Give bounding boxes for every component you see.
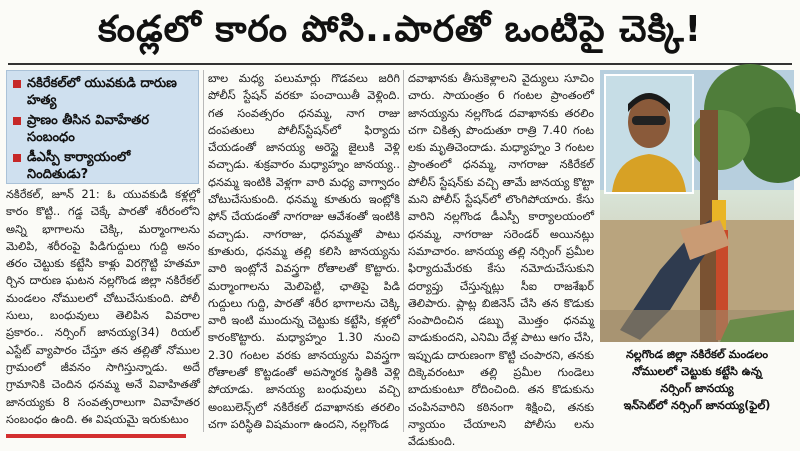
highlight-text: ప్రాణం తీసిన వివాహేతర సంబంధం xyxy=(27,113,150,145)
highlight-text: డీఎస్పీ కార్యాయంలో నిందితుడు? xyxy=(27,150,131,182)
column-divider xyxy=(203,70,204,432)
highlight-text: నకిరేకల్‌లో యువకుడి దారుణ హత్య xyxy=(27,76,177,108)
bullet-square-icon xyxy=(13,80,21,88)
bullet-square-icon xyxy=(13,117,21,125)
highlight-item xyxy=(13,112,192,146)
photo-caption xyxy=(600,346,794,414)
article-column-1: నకిరేకల్‌, జూన్‌ 21: ఓ యువకుడి కళ్లల్లో కారం కొట్టి.. గడ్డ చెక్కే పారతో శరీరంలోని అన్ని భాగాలను చెక్కి, మర్మాంగాలను మెలిపి, శరీరంపై పిడిగుద్దులు గుద్ది అనం తరం చెట్టుకు కట్టేసి కాళ్లు విరగ్గొట్టి హతమా ర్చిన దారుణ ఘటన నల్లగొండ జిల్లా నకిరేకల్‌ మండలం నోములలో చోటుచేసుకుంది. పోలీ సులు, బంధువులు తెలిపిన వివరాల ప్రకారం.. నర్సింగ్‌ జానయ్య(34) రియల్‌ ఎస్టేట్‌ వ్యాపారం చేస్తూ తన తల్లితో నోముల గ్రామంలో జీవనం సాగిస్తున్నాడు. అదే గ్రామానికి చెందిన ధనమ్మ అనే వివాహితతో జానయ్యకు 8 సంవత్సరాలుగా వివాహేతర సంబంధం ఉంది. ఈ విషయమై ఇరుకుటుం xyxy=(6,188,200,426)
accent-rule xyxy=(6,434,186,438)
caption-line: నల్లగొండ జిల్లా నకిరేకల్‌ మండలం xyxy=(625,348,769,361)
article-column-2: బాల మధ్య పలుమార్లు గొడవలు జరిగి పోలీస్‌ స్టేషన్‌ వరకూ పంచాయితీ వెళ్లింది. గత సంవత్సరం ధనమ్మ, నాగ రాజు దంపతులు పోలీస్‌స్టేషన్‌లో ఫిర్యాదు చేయడంతో జానయ్య అరెస్టై జైలుకి వెళ్లి వచ్చాడు. శుక్రవారం మధ్యాహ్నం జానయ్య.. ధనమ్మ ఇంటికి వెళ్లగా వారి మధ్య వాగ్వాదం చోటుచేసుకుంది. ధనమ్మ కూతురు ఇంట్లోకి ఫోన్‌ చేయడంతో నాగరాజు ఆవేశంతో ఇంటికి వచ్చాడు. నాగరాజు, ధనమ్మతో పాటు కూతురు, ధనమ్మ తల్లి కలిసి జానయ్యను వారి ఇంట్లోనే వివస్త్రగా రోతాలతో కొట్టారు. మర్మాంగాలను మెలిపెట్టి, ఛాతిపై పిడి గుద్దులు గుద్ది, పారతో శరీర భాగాలను చెక్కి వారి ఇంటి ముందున్న చెట్టుకు కట్టేసి, కళ్లలో కారంకొట్టారు. మధ్యాహ్నం 1.30 నుంచి 2.30 గంటల వరకు జానయ్యను వివస్త్రగా రోతాలతో కొట్టడంతో అపస్మారక స్థితికి వెళ్లి పోయాడు. జానయ్య బంధువులు వచ్చి అంబులెన్స్‌లో నకిరేకల్‌ దవాఖానకు తరలిం చగా పరిస్థితి విషమంగా ఉందని, నల్లగొండ xyxy=(208,72,400,431)
headline-rule xyxy=(8,63,792,65)
inset-portrait xyxy=(604,74,694,194)
highlight-item xyxy=(13,149,192,183)
caption-line: నర్సింగ్‌ జానయ్య xyxy=(660,382,734,395)
headline: కండ్లలో కారం పోసి..పారతో ఒంటిపై చెక్కి! xyxy=(97,9,703,50)
caption-line: నోములలో చెట్టుకు కట్టేసి ఉన్న xyxy=(632,365,762,378)
article-column-3: దవాఖానకు తీసుకెళ్లాలని వైద్యులు సూచిం చారు. సాయంత్రం 6 గంటల ప్రాంతంలో జానయ్యను నల్లగొండ దవాఖానకు తరలిం చగా చికిత్స పొందుతూ రాత్రి 7.40 గంట లకు మృతిచెందాడు. మధ్యాహ్నం 3 గంటల ప్రాంతంలో ధనమ్మ, నాగరాజు నకిరేకల్‌ పోలీస్‌ స్టేషన్‌కు వచ్చి తామే జానయ్య కొట్టా మని పోలీస్‌ స్టేషన్‌లో లొంగిపోయారు. కేసు వారిని నల్లగొండ డీఎస్పీ కార్యాలయంలో ధనమ్మ, నాగరాజు సరెండర్‌ అయినట్లు సమాచారం. జానయ్య తల్లి నర్సింగ్‌ ప్రమీల ఫిర్యాదుమేరకు కేసు నమోదుచేసుకుని దర్యాప్తు చేస్తున్నట్లు సీఐ రాజశేఖర్‌ తెలిపారు. ప్లాట్ల బిజినెస్‌ చేసి తన కొడుకు సంపాదించిన డబ్బు మొత్తం ధనమ్మ వాడుకుందని, ఎనిమి దేళ్ల పాటు ఆగం చేసి, ఇప్పుడు దారుణంగా కొట్టి చంపారని, తనకు దిక్కెవరంటూ తల్లి ప్రమీల గుండెలు బాదుకుంటూ రోదించింది. తన కొడుకును చంపినవారిని కఠినంగా శిక్షించి, తనకు న్యాయం చేయాలని పోలీసు లను వేడుకుంది. xyxy=(408,72,594,449)
highlight-item xyxy=(13,75,192,109)
caption-line: ఇన్‌సెట్‌లో నర్సింగ్‌ జానయ్య(ఫైల్‌) xyxy=(623,399,771,412)
bullet-square-icon xyxy=(13,154,21,162)
column-divider xyxy=(403,70,404,432)
highlights-box xyxy=(6,70,199,184)
